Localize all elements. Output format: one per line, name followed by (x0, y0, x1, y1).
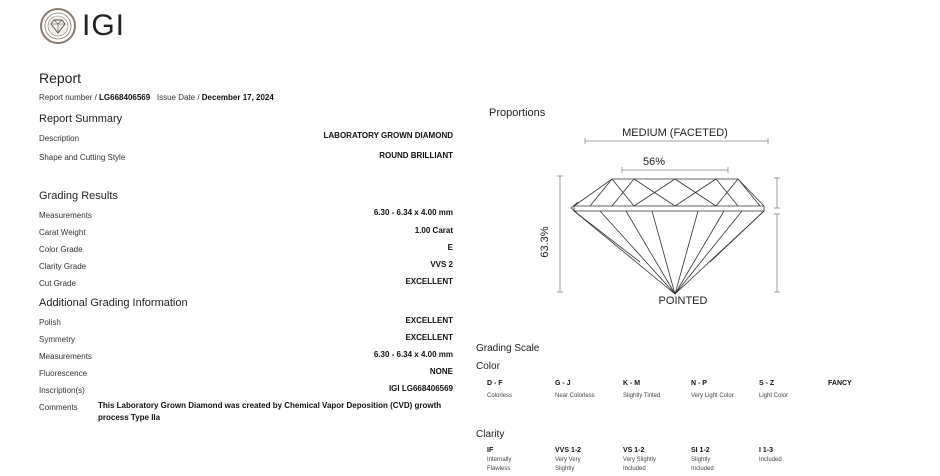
clarity-scale-item (623, 447, 667, 474)
clarity-scale-title: Clarity (476, 429, 505, 440)
additional-value: EXCELLENT (405, 316, 453, 325)
report-meta (39, 93, 274, 102)
scale-code: SI 1-2 (691, 447, 710, 454)
scale-code: VS 1-2 (623, 447, 645, 454)
color-scale-item (555, 380, 615, 401)
scale-code: FANCY (828, 380, 852, 387)
scale-code: G - J (555, 380, 571, 387)
issue-date-label: Issue Date / (156, 93, 202, 102)
grading-results-title: Grading Results (39, 190, 118, 202)
report-title: Report (39, 70, 82, 86)
scale-desc: Very Slightly Included (623, 457, 657, 472)
comments-text: This Laboratory Grown Diamond was created by Chemical Vapor Deposition (CVD) growth process Type IIa (98, 401, 442, 422)
additional-label: Symmetry (39, 335, 75, 344)
scale-desc: Light Color (759, 393, 789, 399)
grading-value: EXCELLENT (405, 277, 453, 286)
clarity-scale-item (759, 447, 819, 465)
grading-label: Carat Weight (39, 228, 86, 237)
grading-value: VVS 2 (430, 260, 453, 269)
scale-desc: Slightly Tinted (623, 393, 661, 399)
scale-desc: Very Very Slightly (555, 457, 581, 472)
color-scale-item (487, 380, 547, 401)
color-scale-item (759, 380, 819, 401)
scale-code: D - F (487, 380, 503, 387)
grading-label: Measurements (39, 211, 92, 220)
additional-label: Fluorescence (39, 369, 88, 378)
additional-value: IGI LG668406569 (388, 384, 453, 393)
scale-code: VVS 1-2 (555, 447, 582, 454)
comments-label: Comments (39, 403, 78, 412)
grading-scale-title: Grading Scale (476, 343, 540, 354)
color-scale-item (828, 380, 852, 387)
grading-label: Color Grade (39, 245, 83, 254)
brand-logo-text: IGI (82, 9, 126, 42)
grading-label: Clarity Grade (39, 262, 87, 271)
grading-label: Cut Grade (39, 279, 76, 288)
summary-value: ROUND BRILLIANT (379, 151, 453, 160)
scale-desc: Very Light Color (691, 393, 734, 399)
scale-desc: Colorless (487, 393, 513, 399)
table-percentage: 56% (642, 156, 666, 168)
summary-label: Description (39, 134, 80, 143)
report-number: LG668406569 (99, 93, 151, 102)
summary-label: Shape and Cutting Style (39, 153, 126, 162)
proportions-title: Proportions (489, 107, 546, 119)
additional-value: 6.30 - 6.34 x 4.00 mm (373, 350, 453, 359)
color-scale-item (623, 380, 683, 401)
additional-label: Polish (39, 318, 61, 327)
report-number-label: Report number / (39, 93, 100, 102)
girdle-label: MEDIUM (FACETED) (622, 127, 728, 139)
additional-value: EXCELLENT (405, 333, 453, 342)
clarity-scale-item (487, 447, 527, 474)
scale-desc: Internally Flawless (487, 457, 512, 472)
scale-desc: Slightly Included (691, 457, 714, 472)
scale-code: N - P (691, 380, 707, 387)
scale-code: S - Z (759, 380, 775, 387)
grading-value: E (447, 243, 453, 252)
report-summary-title: Report Summary (39, 113, 123, 125)
grading-value: 1.00 Carat (414, 226, 453, 235)
scale-desc: Near Colorless (555, 393, 595, 399)
igi-seal-icon (40, 8, 76, 44)
scale-code: K - M (623, 380, 641, 387)
summary-value: LABORATORY GROWN DIAMOND (323, 131, 453, 140)
additional-value: NONE (429, 367, 453, 376)
depth-percentage: 63.3% (539, 226, 551, 258)
grading-value: 6.30 - 6.34 x 4.00 mm (373, 208, 453, 217)
color-scale-item (691, 380, 761, 401)
additional-label: Measurements (39, 352, 92, 361)
clarity-scale-item (555, 447, 595, 474)
issue-date: December 17, 2024 (201, 93, 274, 102)
scale-code: I 1-3 (759, 447, 774, 454)
culet-label: POINTED (658, 295, 708, 307)
color-scale-title: Color (476, 361, 500, 372)
scale-desc: Included (759, 457, 782, 463)
additional-label: Inscription(s) (39, 386, 85, 395)
diamond-proportions-diagram (530, 122, 790, 312)
scale-code: IF (487, 447, 494, 454)
additional-info-title: Additional Grading Information (39, 297, 188, 309)
clarity-scale-item (691, 447, 731, 474)
